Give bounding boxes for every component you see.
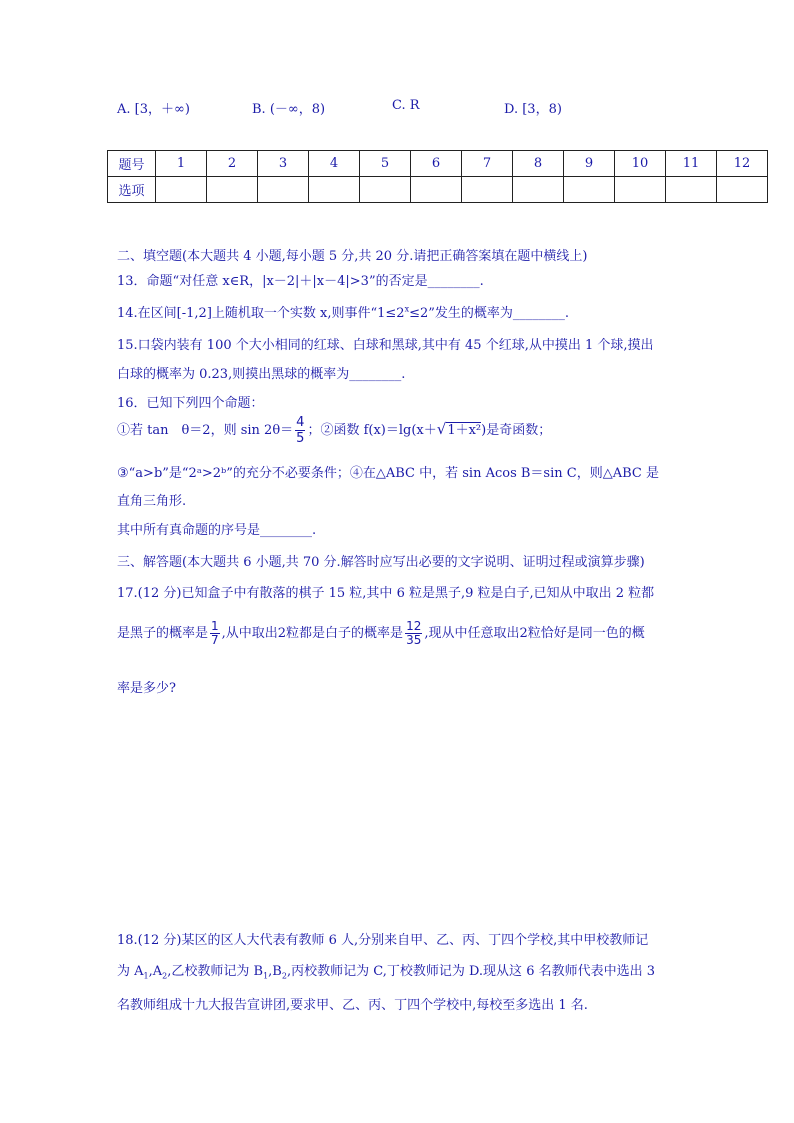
q18-subscript: 2 [162,971,168,981]
fraction-twelve-thirtyfifths [405,620,422,647]
answer-cell[interactable] [156,177,207,203]
question-number: 6 [411,151,462,177]
fraction-denominator: 5 [296,431,305,446]
answer-cell[interactable] [564,177,615,203]
q14-exponent: x [404,304,410,314]
answer-cell[interactable] [360,177,411,203]
fraction-denominator: 7 [211,633,219,647]
table-row-label: 选项 [108,177,156,203]
fraction-numerator: 12 [406,619,422,633]
q18-text-b: ,A [148,964,163,979]
answer-table-option-row [108,177,768,203]
fraction-denominator: 35 [406,633,422,647]
answer-cell[interactable] [615,177,666,203]
question-16-props-cont: 直角三角形. [117,494,187,509]
section3-heading: 三、解答题(本大题共 6 小题,共 70 分.解答时应写出必要的文字说明、证明过程或演算步骤) [117,555,645,570]
q16-p1-mid: ；②函数 f(x)＝lg(x＋ [307,423,437,438]
question-number: 4 [309,151,360,177]
option-a: A. [3，＋∞) [117,102,190,117]
question-number: 8 [513,151,564,177]
question-15-line2: 白球的概率为 0.23,则摸出黑球的概率为________. [117,367,406,382]
sqrt-radicand: 1＋x² [447,423,482,438]
question-18-line3: 名教师组成十九大报告宣讲团,要求甲、乙、丙、丁四个学校中,每校至多选出 1 名. [117,998,588,1013]
answer-cell[interactable] [309,177,360,203]
question-16-props-3-4: ③“a>b”是“2ᵃ>2ᵇ”的充分不必要条件；④在△ABC 中，若 sin Acos B＝sin C，则△ABC 是 [117,466,659,481]
question-number: 9 [564,151,615,177]
question-15-line1: 15.口袋内装有 100 个大小相同的红球、白球和黑球,其中有 45 个红球,从中摸出 1 个球,摸出 [117,338,654,353]
q18-subscript: 1 [143,971,149,981]
fraction-numerator: 4 [296,415,305,430]
question-number: 5 [360,151,411,177]
question-number: 10 [615,151,666,177]
answer-cell[interactable] [207,177,258,203]
question-number: 2 [207,151,258,177]
answer-table-header-row [108,151,768,177]
question-number: 12 [717,151,768,177]
question-number: 11 [666,151,717,177]
question-14 [117,302,569,321]
option-b: B. (－∞，8) [252,102,326,117]
question-16-props-1-2 [117,415,551,446]
fraction-one-seventh [210,620,220,647]
q18-subscript: 2 [281,971,287,981]
question-number: 1 [156,151,207,177]
q17-text-a: 是黑子的概率是 [117,626,209,641]
fraction-four-fifths [295,415,305,446]
option-c: C. R [392,98,420,113]
q18-text-c: ,乙校教师记为 B [167,964,264,979]
q17-text-c: ,现从中任意取出2粒恰好是同一色的概 [424,626,645,641]
answer-cell[interactable] [462,177,513,203]
question-16-ask: 其中所有真命题的序号是________. [117,523,317,538]
question-17-line3: 率是多少? [117,681,176,696]
q16-p1-pre: ①若 tan θ＝2，则 sin 2θ＝ [117,423,294,438]
q18-subscript: 1 [263,971,269,981]
answer-cell[interactable] [717,177,768,203]
q14-text-post: ≤2”发生的概率为________. [409,306,570,321]
answer-cell[interactable] [513,177,564,203]
table-header-label: 题号 [108,151,156,177]
q18-text-e: ,丙校教师记为 C,丁校教师记为 D.现从这 6 名教师代表中选出 3 [286,964,655,979]
question-17-line1: 17.(12 分)已知盒子中有散落的棋子 15 粒,其中 6 粒是黑子,9 粒是白子,已知从中取出 2 粒都 [117,586,655,601]
sqrt-symbol: √ [436,420,447,438]
answer-cell[interactable] [666,177,717,203]
question-18-line2 [117,960,655,981]
q14-text-pre: 14.在区间[-1,2]上随机取一个实数 x,则事件“1≤2 [117,306,405,321]
question-16-intro: 16．已知下列四个命题： [117,396,264,411]
question-number: 7 [462,151,513,177]
q16-p1-post: )是奇函数； [481,423,552,438]
option-d: D. [3，8) [504,102,562,117]
q17-text-b: ,从中取出2粒都是白子的概率是 [221,626,404,641]
q18-text-a: 为 A [117,964,144,979]
answer-cell[interactable] [411,177,462,203]
question-18-line1: 18.(12 分)某区的区人大代表有教师 6 人,分别来自甲、乙、丙、丁四个学校,其中甲校教师记 [117,933,649,948]
question-13: 13．命题“对任意 x∈R，|x－2|＋|x－4|>3”的否定是________. [117,274,484,289]
answer-table [107,150,768,203]
question-number: 3 [258,151,309,177]
answer-cell[interactable] [258,177,309,203]
question-17-line2 [117,620,645,647]
section2-heading: 二、填空题(本大题共 4 小题,每小题 5 分,共 20 分.请把正确答案填在题中横线上) [117,249,588,264]
q18-text-d: ,B [268,964,282,979]
fraction-numerator: 1 [211,619,219,633]
